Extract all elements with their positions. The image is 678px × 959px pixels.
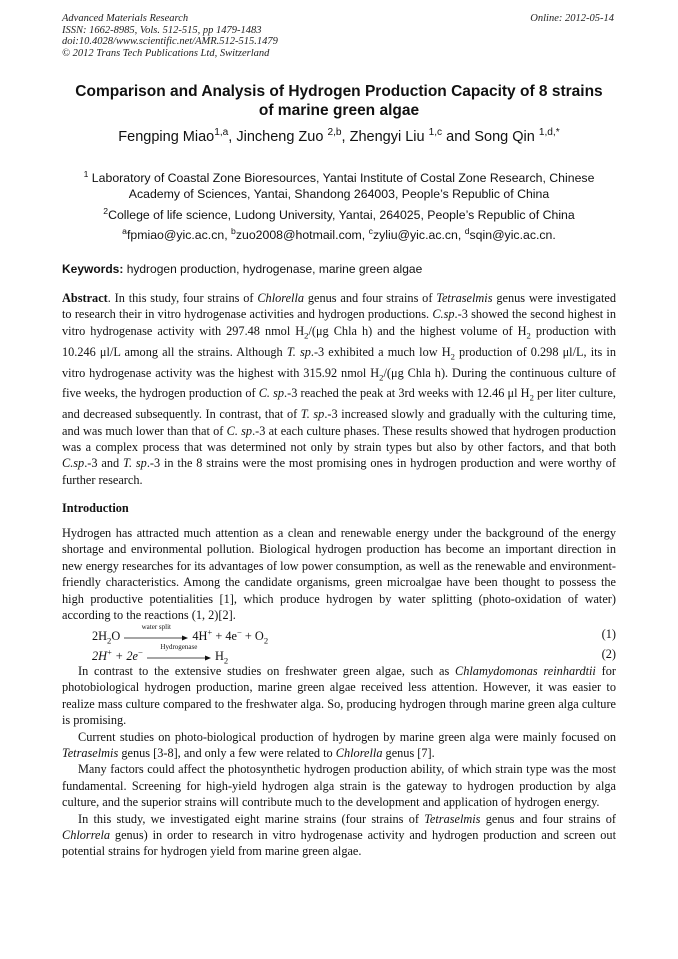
- online-date: Online: 2012-05-14: [530, 13, 614, 24]
- species-name: Tetraselmis: [424, 811, 481, 826]
- abstract-text: .-3 reached the peak at 3rd weeks with 12.46 μl H: [284, 386, 530, 401]
- journal-meta: [62, 13, 278, 59]
- email-link[interactable]: fpmiao@yic.ac.cn: [126, 228, 225, 243]
- eq-term: H: [214, 649, 224, 664]
- paragraph-text: In this study, we investigated eight marine strains (four strains of: [78, 811, 425, 826]
- equation-number: (1): [601, 627, 616, 641]
- species-name: Chlorella: [335, 746, 383, 761]
- abstract-text: /(μg Chla h). During the continuous culture of five weeks, the hydrogen production of: [62, 365, 617, 401]
- species-name: Chlorrela: [62, 828, 111, 843]
- abstract-text: genus were investigated to research their in vitro hydrogenase activities and hydrogen productions.: [62, 291, 616, 322]
- eq-term: O: [111, 629, 121, 644]
- species-name: Chlamydomonas reinhardtii: [455, 664, 596, 678]
- affil-text: Laboratory of Coastal Zone Bioresources, Yantai Institute of Costal Zone Research, Chinese: [91, 171, 595, 186]
- affil-text: Academy of Sciences, Yantai, Shandong 264003, People’s Republic of China: [128, 187, 550, 202]
- email-mark: c: [368, 226, 373, 236]
- intro-paragraph-3: [62, 729, 616, 762]
- paragraph-text: genus [3-8], and only a few were related to: [118, 746, 336, 761]
- affiliation-1: [60, 166, 618, 202]
- arrow-label: Hydrogenase: [160, 643, 198, 652]
- paragraph-text: Current studies on photo-biological production of hydrogen by marine green alga were mainly focused on: [78, 729, 616, 744]
- eq-sup: +: [207, 627, 213, 637]
- abstract-text: production with 10.246 μl/L among all the strains. Although: [62, 323, 617, 359]
- abstract-text: .-3 and: [84, 456, 124, 471]
- abstract-text: genus and four strains of: [304, 291, 437, 305]
- journal-name: Advanced Materials Research: [62, 13, 189, 24]
- paragraph-text: for photobiological hydrogen production, marine green algae received less attention. However, it was easier to realize mass culture compared to the freshwater alga. So, producing hydrogen through marine green alga culture is promising.: [62, 664, 616, 728]
- species-name: C.sp: [62, 456, 85, 471]
- arrow-label: water split: [141, 623, 171, 632]
- abstract-text: .-3 at each culture phases. These results showed that hydrogen production was a complex process that was determined not only by strain types but also by other factors, and that both: [62, 423, 616, 455]
- author-name: Zhengyi Liu: [349, 128, 425, 145]
- email-mark: b: [231, 226, 236, 236]
- paragraph-text: genus [7].: [382, 746, 435, 761]
- paragraph-text: In contrast to the extensive studies on freshwater green algae, such as: [78, 664, 456, 678]
- title-line-1: Comparison and Analysis of Hydrogen Production Capacity of 8 strains: [75, 83, 603, 100]
- abstract-text: . In this study, four strains of: [107, 291, 258, 305]
- intro-paragraph-5: [62, 811, 616, 860]
- eq-term: + 4e: [212, 629, 237, 644]
- species-name: C. sp: [258, 386, 285, 401]
- abstract-text: production of 0.298 μl/L, its in vitro hydrogenase activity was the highest with 315.92 nmol H: [62, 344, 616, 380]
- keywords-text: hydrogen production, hydrogenase, marine green algae: [126, 262, 423, 276]
- subscript: 2: [526, 330, 531, 341]
- abstract-text: .-3 in the 8 strains were the most promising ones in hydrogen production and were worthy of further research.: [62, 456, 616, 487]
- paragraph-text: genus and four strains of: [480, 811, 616, 826]
- email-link[interactable]: zyliu@yic.ac.cn: [372, 228, 458, 243]
- abstract: [62, 290, 616, 488]
- paragraph-text: genus) in order to research in vitro hydrogenase activity and hydrogen production and screen out potential strains for hydrogen yield from marine green algae.: [62, 828, 616, 859]
- subscript: 2: [450, 351, 455, 362]
- intro-paragraph-1: [62, 525, 616, 623]
- author-affil-mark: 1,a: [214, 127, 229, 138]
- abstract-text: .-3 showed the second highest in vitro hydrogenase activity with 297.48 nmol H: [62, 307, 616, 338]
- species-name: C. sp: [226, 423, 253, 438]
- eq-sub: 2: [223, 655, 229, 666]
- subscript: 2: [304, 330, 309, 341]
- abstract-text: .-3 exhibited a much low H: [310, 344, 451, 359]
- eq-term: 2H: [92, 629, 108, 644]
- email-link[interactable]: zuo2008@hotmail.com: [235, 228, 362, 243]
- affil-number: 2: [103, 206, 109, 216]
- abstract-label: Abstract: [62, 291, 108, 305]
- eq-sub: 2: [263, 635, 269, 646]
- intro-paragraph-4: Many factors could affect the photosynthetic hydrogen production ability, of which strain type was the most fundamental. Screening for high-yield hydrogen alga strain is the gateway to hydrogen production by alga culture, and the superior strains will contribute much to the development and application of hydrogen energy.: [62, 762, 616, 810]
- title-line-2: of marine green algae: [258, 102, 420, 119]
- email-link[interactable]: sqin@yic.ac.cn.: [469, 228, 556, 243]
- paper-title: [40, 82, 638, 120]
- author-affil-mark: 1,c: [428, 127, 443, 138]
- keywords-line: [62, 262, 616, 276]
- abstract-text: per liter culture, and decreased subsequently. In contrast, that of: [62, 386, 616, 422]
- author-name: and Song Qin: [446, 128, 535, 145]
- intro-paragraph-2: [62, 663, 616, 729]
- paragraph-text: Hydrogen has attracted much attention as a clean and renewable energy under the background of the energy shortage and environmental pollution. Biological hydrogen production has become an important direction in new energy researches for its advantages of low power consumption, as well as the renewable and environment-friendly characteristics. Among the candidate organisms, green microalgae have been thought to possess the high productive potentialities [1], which produce hydrogen by water splitting (photo-oxidation of water) according to the reactions (1, 2)[2].: [62, 526, 616, 623]
- eq-sub: 2: [107, 635, 112, 646]
- abstract-text: .-3 increased slowly and gradually with the culturing time, and was much lower than that of: [62, 407, 616, 438]
- author-list: Fengping Miao$^{1,a}$, Jincheng Zuo $^{2,b}$, Zhengyi Liu $^{1,c}$ and Song Qin $^{1,d,*}$: [118, 127, 560, 145]
- species-name: T. sp: [123, 456, 147, 471]
- eq-sup: −: [236, 627, 242, 637]
- affiliation-2: [60, 203, 618, 223]
- intro-paragraphs: [62, 663, 616, 860]
- email-mark: d: [464, 226, 470, 236]
- copyright-line: © 2012 Trans Tech Publications Ltd, Switzerland: [62, 47, 270, 59]
- species-name: Chlorella: [257, 291, 305, 305]
- eq-sup: +: [107, 647, 112, 657]
- species-name: T. sp: [300, 407, 325, 422]
- eq-term: + O: [241, 629, 264, 644]
- author-name: Fengping Miao: [118, 128, 215, 145]
- reaction-arrow-icon: [124, 623, 188, 643]
- author-affil-mark: 2,b: [327, 127, 342, 138]
- email-mark: a: [122, 226, 127, 236]
- affil-text: College of life science, Ludong University, Yantai, 264025, People’s Republic of China: [108, 208, 575, 223]
- doi-line: doi:10.4028/www.scientific.net/AMR.512-515.1479: [62, 36, 278, 47]
- species-name: Tetraselmis: [62, 746, 119, 761]
- eq-term: 2H: [92, 649, 108, 664]
- species-name: T. sp: [286, 344, 311, 359]
- equation-number: (2): [601, 647, 616, 661]
- subscript: 2: [379, 371, 384, 382]
- eq-term: + 2e: [111, 649, 138, 664]
- abstract-text: /(μg Chla h) and the highest volume of H: [308, 323, 527, 338]
- species-name: Tetraselmis: [436, 291, 493, 305]
- eq-sup: −: [137, 647, 143, 657]
- keywords-label: Keywords:: [62, 262, 124, 276]
- section-heading: Introduction: [62, 501, 129, 515]
- reaction-arrow-icon: [147, 643, 211, 663]
- author-name: Jincheng Zuo: [236, 128, 324, 145]
- affil-number: 1: [83, 169, 89, 179]
- species-name: C.sp: [432, 307, 455, 322]
- eq-term: 4H: [192, 629, 208, 644]
- email-list: $^a$fpmiao@yic.ac.cn, $^b$zuo2008@hotmail.com, $^c$zyliu@yic.ac.cn, $^d$sqin@yic.ac.cn.: [122, 226, 556, 243]
- author-affil-mark: 1,d,*: [538, 127, 560, 138]
- issn-line: ISSN: 1662-8985, Vols. 512-515, pp 1479-1483: [62, 24, 262, 36]
- subscript: 2: [529, 392, 534, 403]
